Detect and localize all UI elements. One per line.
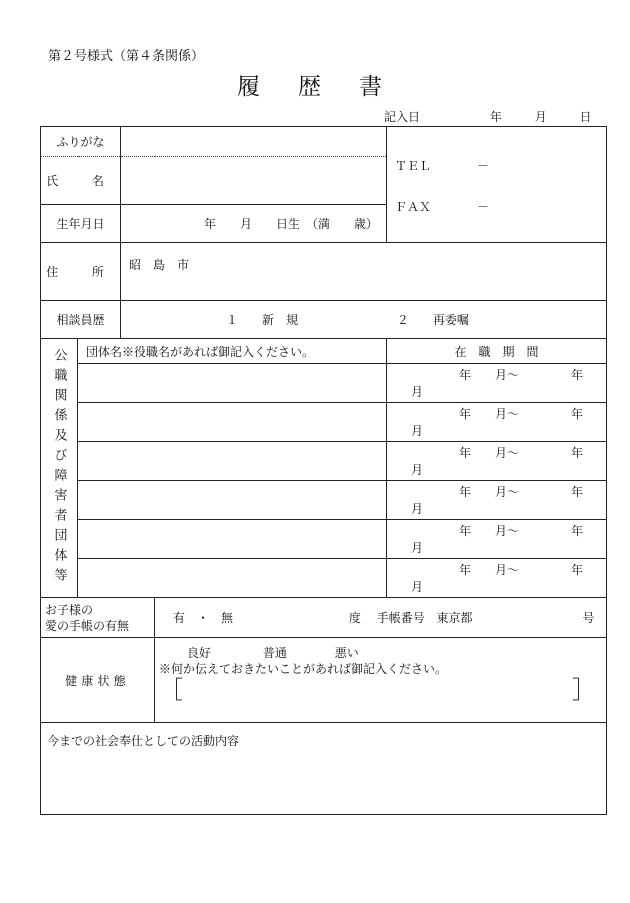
period-to-month: 月: [411, 502, 424, 516]
health-note: ※何か伝えておきたいことがあれば御記入ください。: [159, 662, 448, 676]
address-label: 住 所: [41, 243, 121, 301]
period-to-year: 年: [571, 563, 584, 577]
health-normal[interactable]: 普通: [262, 646, 287, 660]
period-to-month: 月: [411, 541, 424, 555]
period-to-year: 年: [571, 485, 584, 499]
period-from-year: 年: [459, 407, 472, 421]
org-input[interactable]: [78, 364, 387, 403]
contact-cell: [387, 127, 607, 243]
activities-label: 今までの社会奉仕としての活動内容: [47, 734, 240, 748]
child-notebook-label: [41, 598, 155, 638]
period-from-month: 月～: [495, 446, 520, 460]
tel-dash[interactable]: －: [476, 159, 489, 173]
health-bracket-field[interactable]: [159, 678, 606, 704]
period-from-year: 年: [459, 446, 472, 460]
period-input[interactable]: [387, 442, 607, 481]
furigana-input[interactable]: [121, 127, 387, 157]
public-office-side-label: 公職関係及び障害者団体等: [41, 339, 78, 598]
name-label: 氏 名: [41, 157, 121, 205]
period-from-month: 月～: [495, 524, 520, 538]
resume-form-table: [40, 126, 607, 815]
option-reappoint[interactable]: ２ 再委嘱: [396, 313, 469, 327]
period-header: 在 職 期 間: [387, 339, 607, 364]
counselor-history-options: [121, 301, 607, 339]
birthdate-input[interactable]: 年 月 日生 （満 歳）: [121, 205, 387, 243]
period-from-month: 月～: [495, 368, 520, 382]
period-input[interactable]: [387, 481, 607, 520]
fax-dash[interactable]: －: [476, 200, 489, 214]
tel-label: ＴＥＬ: [395, 159, 432, 173]
period-from-year: 年: [459, 368, 472, 382]
period-to-year: 年: [571, 407, 584, 421]
org-input[interactable]: [78, 481, 387, 520]
bracket-open: ［: [159, 676, 184, 704]
health-bad[interactable]: 悪い: [334, 646, 359, 660]
entry-date-label: 記入日: [384, 110, 421, 124]
period-from-year: 年: [459, 485, 472, 499]
fax-label: ＦＡＸ: [395, 200, 432, 214]
period-to-month: 月: [411, 580, 424, 594]
period-input[interactable]: [387, 559, 607, 598]
child-degree: 度: [348, 611, 361, 625]
activities-field[interactable]: [41, 723, 607, 815]
period-from-month: 月～: [495, 563, 520, 577]
org-input[interactable]: [78, 520, 387, 559]
health-good[interactable]: 良好: [187, 646, 212, 660]
document-title: 履歴書: [237, 74, 420, 100]
entry-date-month: 月: [534, 110, 547, 124]
child-tokyo: 東京都: [436, 611, 473, 625]
period-to-month: 月: [411, 385, 424, 399]
health-label: 健康状態: [41, 638, 155, 723]
bracket-close: ］: [572, 676, 597, 704]
period-from-month: 月～: [495, 485, 520, 499]
org-input[interactable]: [78, 442, 387, 481]
period-input[interactable]: [387, 364, 607, 403]
period-to-year: 年: [571, 368, 584, 382]
org-input[interactable]: [78, 403, 387, 442]
furigana-label: ふりがな: [41, 127, 121, 157]
health-options: [159, 644, 606, 660]
address-input[interactable]: 昭 島 市: [121, 243, 607, 301]
period-to-month: 月: [411, 463, 424, 477]
counselor-history-label: 相談員歴: [41, 301, 121, 339]
child-label-line1: お子様の: [45, 602, 94, 617]
period-from-year: 年: [459, 524, 472, 538]
name-input[interactable]: [121, 157, 387, 205]
period-to-year: 年: [571, 446, 584, 460]
health-content: [155, 638, 607, 723]
birthdate-label: 生年月日: [41, 205, 121, 243]
form-number: 第２号様式（第４条関係）: [48, 49, 205, 64]
fax-line: [387, 174, 606, 215]
option-new[interactable]: １ 新 規: [226, 313, 299, 327]
org-input[interactable]: [78, 559, 387, 598]
period-to-year: 年: [571, 524, 584, 538]
period-input[interactable]: [387, 520, 607, 559]
entry-date-line: [384, 111, 592, 123]
period-input[interactable]: [387, 403, 607, 442]
period-from-month: 月～: [495, 407, 520, 421]
period-to-month: 月: [411, 424, 424, 438]
org-header: 団体名※役職名があれば御記入ください。: [78, 339, 387, 364]
entry-date-year: 年: [489, 110, 502, 124]
child-yes-no[interactable]: 有 ・ 無: [173, 611, 234, 625]
period-from-year: 年: [459, 563, 472, 577]
child-notebook-number-label: 手帳番号: [376, 611, 425, 625]
entry-date-day: 日: [579, 110, 592, 124]
child-go: 号: [582, 611, 595, 625]
tel-line: [387, 127, 606, 174]
child-notebook-content: [155, 598, 607, 638]
child-label-line2: 愛の手帳の有無: [45, 618, 130, 633]
